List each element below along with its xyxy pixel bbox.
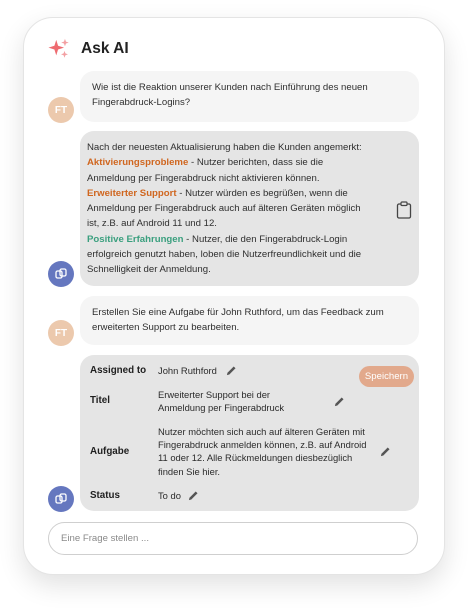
user-avatar [48, 97, 74, 123]
answer-item-label: Erweiterter Support [87, 187, 177, 199]
pencil-icon[interactable] [334, 396, 345, 407]
ai-answer [80, 131, 419, 286]
answer-item-text: - Nutzer berichten, dass sie die Anmeldung per Fingerabdruck nicht aktivieren können. [87, 157, 324, 184]
clipboard-icon[interactable] [396, 201, 412, 219]
pencil-icon[interactable] [226, 365, 237, 376]
ask-ai-panel [23, 17, 445, 575]
answer-item-label: Positive Erfahrungen [87, 233, 184, 245]
pencil-icon[interactable] [380, 446, 391, 457]
title-label: Titel [90, 395, 110, 406]
user-message-text: Erstellen Sie eine Aufgabe für John Ruthford, um das Feedback zum erweiterten Support zu bearbeiten. [92, 307, 384, 334]
user-avatar [48, 320, 74, 346]
assigned-value[interactable]: John Ruthford [158, 365, 217, 376]
ai-avatar [48, 486, 74, 512]
user-message-text: Wie ist die Reaktion unserer Kunden nach Einführung des neuen Fingerabdruck-Logins? [92, 82, 368, 109]
title-value[interactable]: Erweiterter Support bei der Anmeldung per Fingerabdruck [158, 389, 285, 414]
ai-logo-icon [54, 267, 68, 281]
ai-logo-icon [54, 492, 68, 506]
answer-item-text: - Nutzer würden es begrüßen, wenn die Anmeldung per Fingerabdruck auch auf älteren Geräten möglich ist, z.B. auf Android 11 und 12. [87, 187, 361, 230]
status-label: Status [90, 490, 120, 501]
user-initials: FT [54, 104, 68, 116]
panel-title: Ask AI [81, 40, 129, 57]
ai-answer-intro: Nach der neuesten Aktualisierung haben die Kunden angemerkt: [87, 142, 362, 153]
assigned-label: Assigned to [90, 365, 147, 376]
task-label: Aufgabe [90, 446, 130, 457]
answer-item-support [87, 186, 371, 232]
answer-item-label: Aktivierungsprobleme [87, 157, 189, 169]
sparkles-icon [48, 38, 70, 60]
save-button[interactable]: Speichern [359, 366, 414, 387]
pencil-icon[interactable] [188, 490, 199, 501]
answer-item-activation [87, 155, 371, 186]
status-value[interactable]: To do [158, 490, 181, 501]
panel-header [48, 38, 129, 60]
ai-avatar [48, 261, 74, 287]
answer-item-positive [87, 232, 371, 278]
question-input[interactable] [48, 522, 418, 555]
answer-item-text: - Nutzer, die den Fingerabdruck-Login erfolgreich genutzt haben, loben die Nutzerfreundlichkeit und die Schnelligkeit der Anmeldung. [87, 233, 362, 276]
user-message [80, 296, 419, 345]
task-description[interactable]: Nutzer möchten sich auch auf älteren Geräten mit Fingerabdruck anmelden können, z.B. auf Android 11 oder 12. Alle Rückmeldungen diesbezüglich finden Sie hier. [158, 426, 367, 477]
user-initials: FT [54, 327, 68, 339]
user-message [80, 71, 419, 122]
